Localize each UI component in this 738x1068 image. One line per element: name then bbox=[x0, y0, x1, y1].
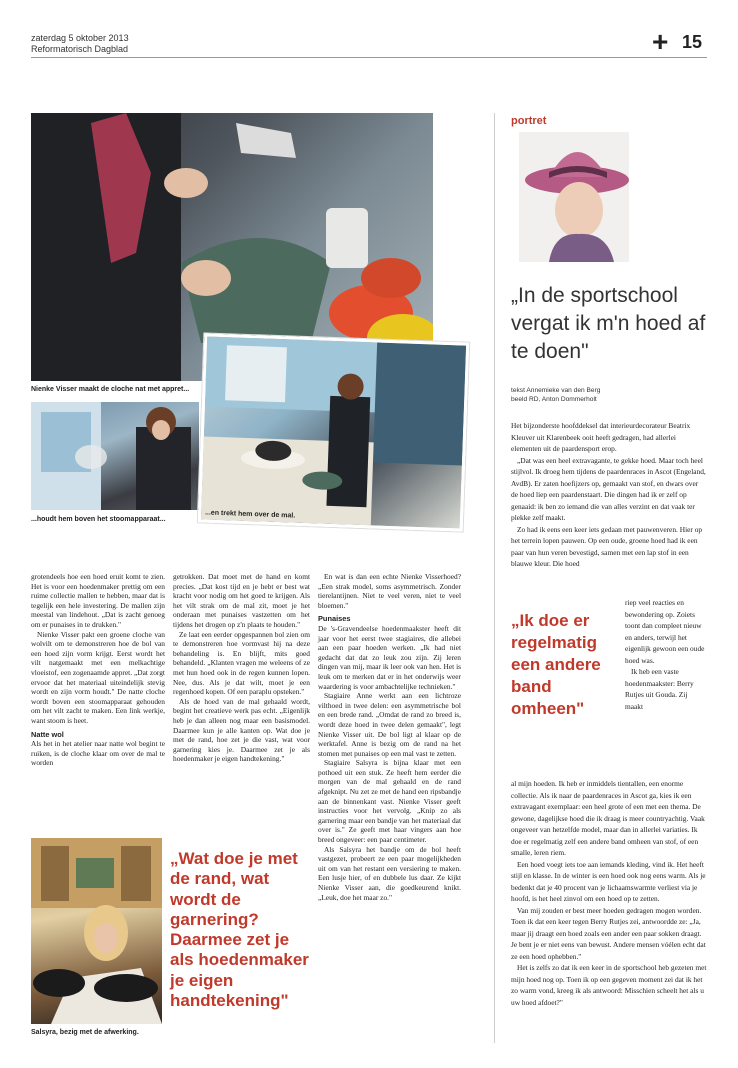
subheading-punaises: Punaises bbox=[318, 614, 351, 624]
sidebar-paragraph: Een hoed voegt iets toe aan iemands kleding, vind ik. Het heeft stijl en klasse. In de winter is een hoed ook nog eens warm. Als je bedenkt dat je 40 procent van je lichaamswarmte verliest via je hoofd, is het heel zinvol om een hoed op te zetten. bbox=[511, 859, 706, 903]
article-paragraph: De 's-Gravendeelse hoedenmaakster heeft dit jaar voor het eerst twee stagiaires, die allebei aan een paar hoeden werken. „Ik had niet gedacht dat dat zo leuk zou zijn. Zij leren dingen van mij, maar ik leer ook van hen. Het is leuk om te merken dat er in het onderwijs weer waardering is voor ambachtelijke technieken." bbox=[318, 623, 461, 691]
byline-text: tekst Annemieke van den Berg bbox=[511, 387, 601, 394]
column-divider bbox=[494, 113, 495, 1043]
article-paragraph: Ze laat een eerder opgespannen bol zien om te demonstreren hoe vormvast hij na deze behandeling is. En blijft, mits goed behandeld. „Klanten vragen me weleens of ze met hun hoed ook in de regen kunnen lopen. Nee, dus. Als je dat wilt, moet je een regenhoed kopen. Of een paraplu opsteken." bbox=[173, 629, 310, 697]
header-date: zaterdag 5 oktober 2013 bbox=[31, 33, 129, 43]
article-paragraph: Stagiaire Anne werkt aan een lichtroze vilthoed in twee delen: een asymmetrische bol en een brede rand. „Omdat de rand zo breed is, wordt deze hoed in twee delen gemaakt", legt Nienke Visser uit. De bol ligt al klaar op de werktafel. Anne is bezig om de rand na het stomen met punaises op een mal vast te zetten. bbox=[318, 691, 461, 758]
page-number: 15 bbox=[682, 32, 703, 52]
sidebar-paragraph: al mijn hoeden. Ik heb er inmiddels tientallen, een enorme collectie. Als ik naar de paardenraces in Ascot ga, kies ik een extravagant exemplaar: een heel grote of een met een thema. De gewone, dagelijkse hoed die ik draag is meer countryachtig. Vaak ongeveer van hetzelfde model, maar dan in allerlei variaties. Ik doe er regelmatig zelf een andere band omheen van stof, of een smalle, leren riem. bbox=[511, 779, 705, 857]
photo-steam-apparatus bbox=[31, 402, 199, 510]
plus-logo: + bbox=[652, 26, 669, 57]
article-paragraph: getrokken. Dat moet met de hand en komt precies. „Dat kost tijd en je hebt er best wat kracht voor nodig om het goed te krijgen. Als het vilt strak om de mal zit, moet je het onderaan met punaises vastzetten om het tijdens het drogen op z'n plaats te houden." bbox=[173, 572, 310, 629]
article-column-1 bbox=[31, 572, 165, 768]
sidebar-paragraph: Het is zelfs zo dat ik een keer in de sportschool heb gezeten met mijn hoed nog op. Toen ik op een gegeven moment zei dat ik het zo warm vond, kreeg ik als antwoord: Misschien scheelt het als u uw hoed afdoet?" bbox=[511, 963, 707, 1007]
caption-main-photo: Nienke Visser maakt de cloche nat met appret... bbox=[31, 386, 190, 393]
pull-quote-rand: „Wat doe je met de rand, wat wordt de garnering? Daarmee zet je als hoedenmaker je eigen handtekening" bbox=[170, 849, 309, 1011]
article-paragraph: Als de hoed van de mal gehaald wordt, begint het creatieve werk pas echt. „Eigenlijk heb je dan alleen nog maar een basismodel. Daarmee kun je alle kanten op. Wat doe je met de rand, hoe zet je die vast, wat voor garnering kies je. Daarmee zet je als hoedenmaker je eigen handtekening." bbox=[173, 696, 310, 764]
sidebar-headline: „In de sportschool vergat ik m'n hoed af te doen" bbox=[511, 284, 706, 363]
byline-photo: beeld RD, Anton Dommerholt bbox=[511, 396, 597, 404]
article-paragraph: grotendeels hoe een hoed eruit komt te zien. Het is voor een hoedenmaker prettig om een ruime collectie mallen te hebben, maar dat is tegelijk een hele investering. De mallen zijn meestal van lindehout. „Dat is zacht genoeg om er punaises in te drukken." bbox=[31, 572, 165, 629]
sidebar-paragraph: riep veel reacties en bewondering op. Zoiets toont dan compleet nieuw en anders, terwijl het eigenlijk gewoon een oude hoed was. bbox=[625, 598, 705, 665]
sidebar-text-top bbox=[511, 420, 707, 570]
header-divider bbox=[31, 57, 707, 58]
sidebar-paragraph: Het bijzonderste hoofddeksel dat interieurdecorateur Beatrix Kleuver uit Klarenbeek ooit heeft gedragen, had allerlei elementen uit de paardensport erop. bbox=[511, 421, 691, 453]
photo-portrait-beatrix bbox=[519, 132, 629, 262]
sidebar-paragraph: „Dat was een heel extravagante, te gekke hoed. Maar toch heel stijlvol. Ik droeg hem tijdens de paardenraces in Ascot (Engeland, AvdB). Er zaten hoefijzers op, gemaakt van stof, en dwars over de hoed liep een paardenstaart. Die dingen had ik er zelf op genaaid: ik ben zo iemand die van alles verzint en dat vaak ter plekke zelf maakt. bbox=[511, 455, 706, 522]
pull-quote-band: „Ik doe er regelmatig een andere band omheen" bbox=[511, 611, 601, 718]
caption-steam-photo: ...houdt hem boven het stoomapparaat... bbox=[31, 516, 166, 523]
article-paragraph: En wat is dan een echte Nienke Visserhoed? „Een strak model, soms asymmetrisch. Zonder tierelantijnen. Niet te veel veren, niet te veel bloemen." bbox=[318, 572, 461, 610]
article-column-3 bbox=[318, 572, 461, 902]
article-paragraph: Als Salsyra het bandje om de bol heeft vastgezet, probeert ze een paar mogelijkheden uit om van het restant een versiering te maken. Een lusje hier, of en dubbele lus daar. Ze kijkt Nienke Visser aan, die goedkeurend knikt. „Leuk, doe het maar zo." bbox=[318, 844, 461, 902]
header-date-block bbox=[31, 33, 129, 55]
sidebar-byline bbox=[511, 386, 600, 405]
sidebar-paragraph: Ik heb een vaste hoedenmaakster: Berry Rutjes uit Gouda. Zij maakt bbox=[625, 667, 694, 711]
caption-mold-photo: ...en trekt hem over de mal. bbox=[204, 509, 296, 520]
article-paragraph: Nienke Visser pakt een groene cloche van wolvilt om te demonstreren hoe de bol van een hoed zijn vorm krijgt. Eerst wordt het vilt natgemaakt met een melkachtige vloeistof, een zogenaamde appret. „Dat zorgt ervoor dat het materiaal uiteindelijk stevig wordt en zijn vorm houdt." De natte cloche wordt boven een stoomapparaat gehouden om het vilt zacht te maken. Een link werkje, want stoom is heet. bbox=[31, 629, 165, 725]
caption-salsyra-photo: Salsyra, bezig met de afwerking. bbox=[31, 1029, 139, 1036]
article-paragraph: Als het in het atelier naar natte wol begint te ruiken, is de cloche klaar om over de mal te worden bbox=[31, 739, 165, 768]
sidebar-paragraph: Zo had ik eens een keer iets gedaan met pauwenveren. Hier op het terrein lopen pauwen. Op een oude, groene hoed had ik een paar van hun veren bevestigd, samen met een lap stof in een blauwe kleur. Die hoed bbox=[511, 524, 703, 568]
photo-salsyra-finishing bbox=[31, 838, 162, 1024]
sidebar-text-narrow bbox=[625, 597, 707, 712]
sidebar-text-bottom bbox=[511, 778, 707, 1008]
photo-pulling-over-mold bbox=[198, 333, 469, 531]
subheading-natte-wol: Natte wol bbox=[31, 729, 64, 739]
rubric-portret: portret bbox=[511, 115, 547, 127]
article-paragraph: Stagiaire Salsyra is bijna klaar met een pothoed uit een stuk. Ze heeft hem eerder die morgen van de mal gehaald en de rand afgeknipt. Nu zet ze met de hand een ripsbandje aan de binnenkant vast. Nienke Visser geeft instructies voor het vervolg. „Knip zo als garnering maar een bandje van het materiaal dat over is." Ze geeft met haar vingers aan hoe breed ongeveer: een paar centimeter. bbox=[318, 758, 461, 845]
sidebar-paragraph: Van mij zouden er best meer hoeden gedragen mogen worden. Toen ik dat een keer tegen Berry Rutjes zei, antwoordde ze: „Ja, maar jij draagt een hoed zoals een ander een paar sokken draagt. Je bent je er niet eens van bewust. Andere mensen vóélen echt dat ze een hoed ophebben." bbox=[511, 905, 706, 961]
article-column-2 bbox=[173, 572, 310, 764]
header-paper: Reformatorisch Dagblad bbox=[31, 44, 129, 54]
